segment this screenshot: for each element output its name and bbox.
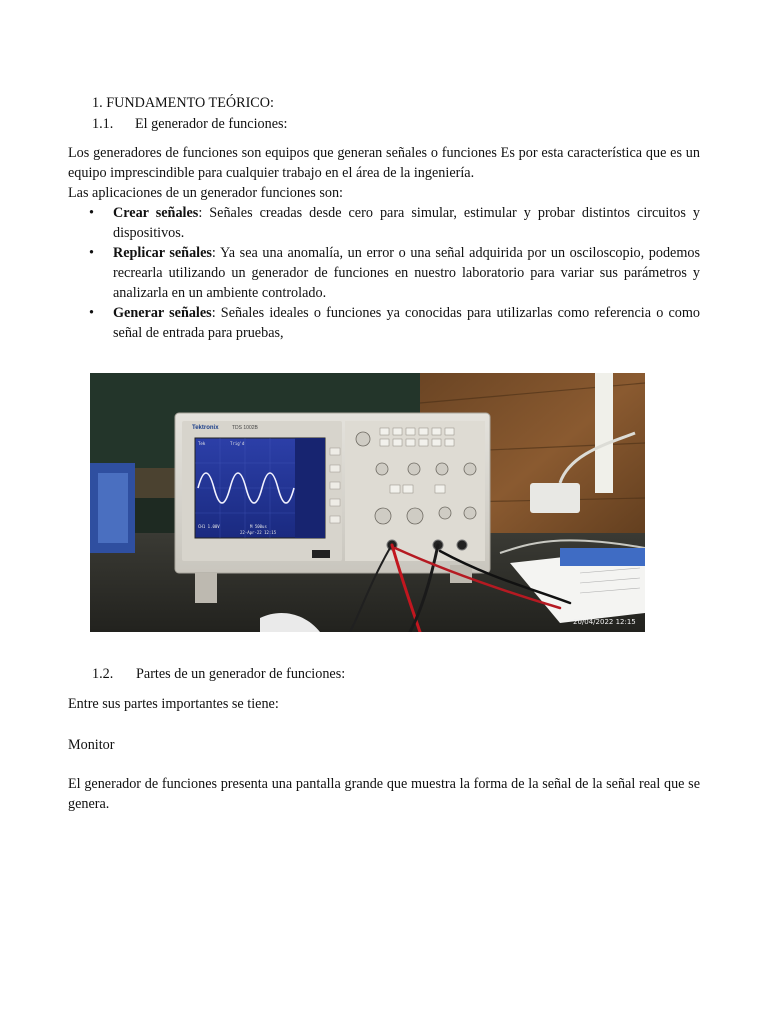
photo-timestamp: 20/04/2022 12:15: [573, 618, 636, 626]
model-label: TDS 1002B: [232, 425, 258, 431]
screen-timebase: M 500us: [250, 524, 267, 529]
section-title: El generador de funciones:: [135, 116, 288, 132]
oscilloscope-photo: [90, 373, 645, 632]
screen-ch1-scale: CH1 1.00V: [198, 524, 220, 529]
bullet-text: : Ya sea una anomalía, un error o una señal adquirida por un osciloscopio, podemos recrearla utilizando un generador de funciones en nuestro laboratorio para variar sus parámetros y analizarla en un ambiente controlado.: [113, 245, 700, 301]
screen-date: 22-Apr-22 12:15: [240, 530, 277, 535]
section-heading-1-2: [92, 664, 345, 684]
section-heading-1-1: [92, 114, 287, 134]
list-item: [68, 203, 700, 243]
usb-port: [312, 550, 330, 558]
oscilloscope-foot: [195, 573, 217, 603]
bullet-term: Crear señales: [113, 205, 199, 221]
white-post: [595, 373, 613, 493]
screen-trig-status: Trig'd: [230, 441, 245, 446]
intro-paragraph: Los generadores de funciones son equipos que generan señales o funciones Es por esta característica que es un equipo imprescindible para cualquier trabajo en el área de la ingeniería.: [68, 145, 700, 181]
bullet-text: : Señales creadas desde cero para simular, estimular y probar distintos circuitos y dispositivos.: [113, 205, 700, 241]
list-item: [68, 303, 700, 343]
applications-intro: Las aplicaciones de un generador funciones son:: [68, 185, 343, 201]
screen-tek-label: Tek: [198, 441, 206, 446]
section-number: 1.1.: [92, 116, 114, 132]
bullet-term: Replicar señales: [113, 245, 212, 261]
parts-intro: Entre sus partes importantes se tiene:: [68, 696, 279, 712]
section-title: Partes de un generador de funciones:: [136, 666, 346, 682]
applications-list: [68, 203, 700, 343]
section-number: 1.2.: [92, 666, 114, 682]
brand-label: Tektronix: [192, 425, 219, 431]
monitor-paragraph: El generador de funciones presenta una pantalla grande que muestra la forma de la señal de la señal real que se genera.: [68, 776, 700, 812]
heading-fundamento-teorico: 1. FUNDAMENTO TEÓRICO:: [92, 95, 274, 111]
list-item: [68, 243, 700, 303]
blue-box: [560, 548, 645, 566]
bullet-term: Generar señales: [113, 305, 212, 321]
monitor-heading: Monitor: [68, 737, 115, 753]
bullet-text: : Señales ideales o funciones ya conocidas para utilizarlas como referencia o como señal de entrada para pruebas,: [113, 305, 700, 341]
power-strip: [530, 483, 580, 513]
